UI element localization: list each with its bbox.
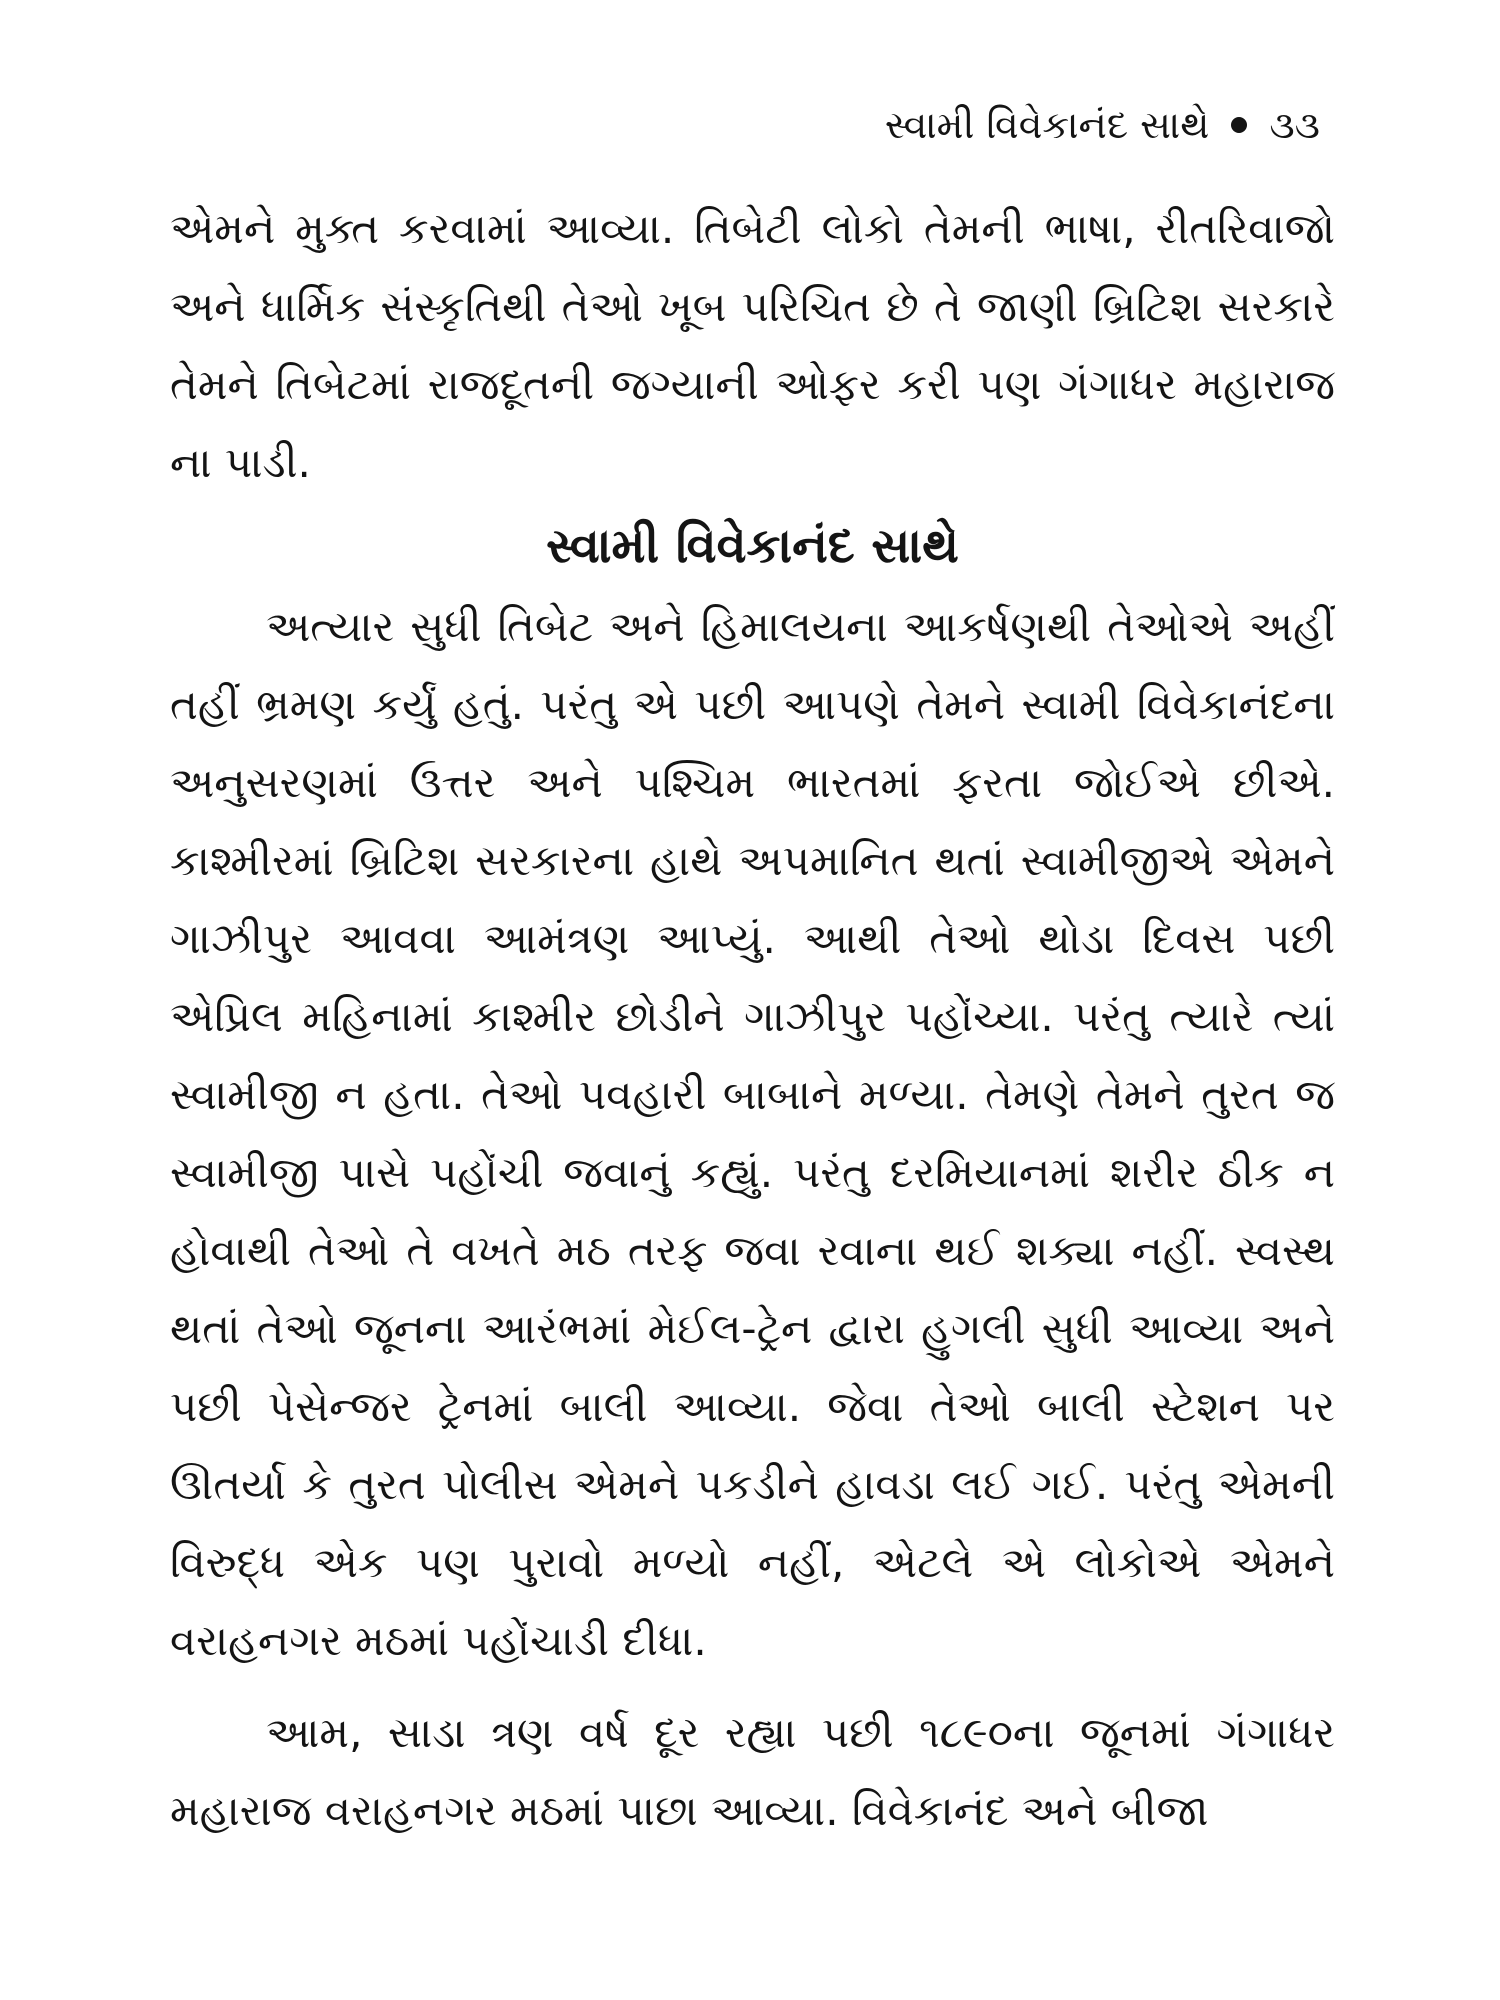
running-head-title: સ્વામી વિવેકાનંદ સાથે xyxy=(884,103,1210,147)
body-text xyxy=(170,190,1335,1850)
paragraph-main: અત્યાર સુધી તિબેટ અને હિમાલયના આકર્ષણથી તેઓએ અહીં તહીં ભ્રમણ કર્યું હતું. પરંતુ એ પછી આપણે તેમને સ્વામી વિવેકાનંદના અનુસરણમાં ઉત્તર અને પશ્ચિમ ભારતમાં ફરતા જોઈએ છીએ. કાશ્મીરમાં બ્રિટિશ સરકારના હાથે અપમાનિત થતાં સ્વામીજીએ એમને ગાઝીપુર આવવા આમંત્રણ આપ્યું. આથી તેઓ થોડા દિવસ પછી એપ્રિલ મહિનામાં કાશ્મીર છોડીને ગાઝીપુર પહોંચ્યા. પરંતુ ત્યારે ત્યાં સ્વામીજી ન હતા. તેઓ પવહારી બાબાને મળ્યા. તેમણે તેમને તુરત જ સ્વામીજી પાસે પહોંચી જવાનું કહ્યું. પરંતુ દરમિયાનમાં શરીર ઠીક ન હોવાથી તેઓ તે વખતે મઠ તરફ જવા રવાના થઈ શક્યા નહીં. સ્વસ્થ થતાં તેઓ જૂનના આરંભમાં મેઈલ-ટ્રેન દ્વારા હુગલી સુધી આવ્યા અને પછી પેસેન્જર ટ્રેનમાં બાલી આવ્યા. જેવા તેઓ બાલી સ્ટેશન પર ઊતર્યા કે તુરત પોલીસ એમને પકડીને હાવડા લઈ ગઈ. પરંતુ એમની વિરુદ્ધ એક પણ પુરાવો મળ્યો નહીં, એટલે એ લોકોએ એમને વરાહનગર મઠમાં પહોંચાડી દીધા. xyxy=(170,602,1335,1665)
bullet-icon xyxy=(1231,117,1247,133)
paragraph-opening: એમને મુક્ત કરવામાં આવ્યા. તિબેટી લોકો તેમની ભાષા, રીતરિવાજો અને ધાર્મિક સંસ્કૃતિથી તેઓ ખૂબ પરિચિત છે તે જાણી બ્રિટિશ સરકારે તેમને તિબેટમાં રાજદૂતની જગ્યાની ઓફર કરી પણ ગંગાધર મહારાજ ના પાડી. xyxy=(170,204,1335,487)
running-head xyxy=(885,100,1320,150)
section-heading: સ્વામી વિવેકાનંદ સાથે xyxy=(546,518,959,574)
paragraph-closing: આમ, સાડા ત્રણ વર્ષ દૂર રહ્યા પછી ૧૮૯૦ના જૂનમાં ગંગાધર મહારાજ વરાહનગર મઠમાં પાછા આવ્યા. વિવેકાનંદ અને બીજા xyxy=(170,1708,1335,1835)
page-number: ૩૩ xyxy=(1269,103,1320,147)
